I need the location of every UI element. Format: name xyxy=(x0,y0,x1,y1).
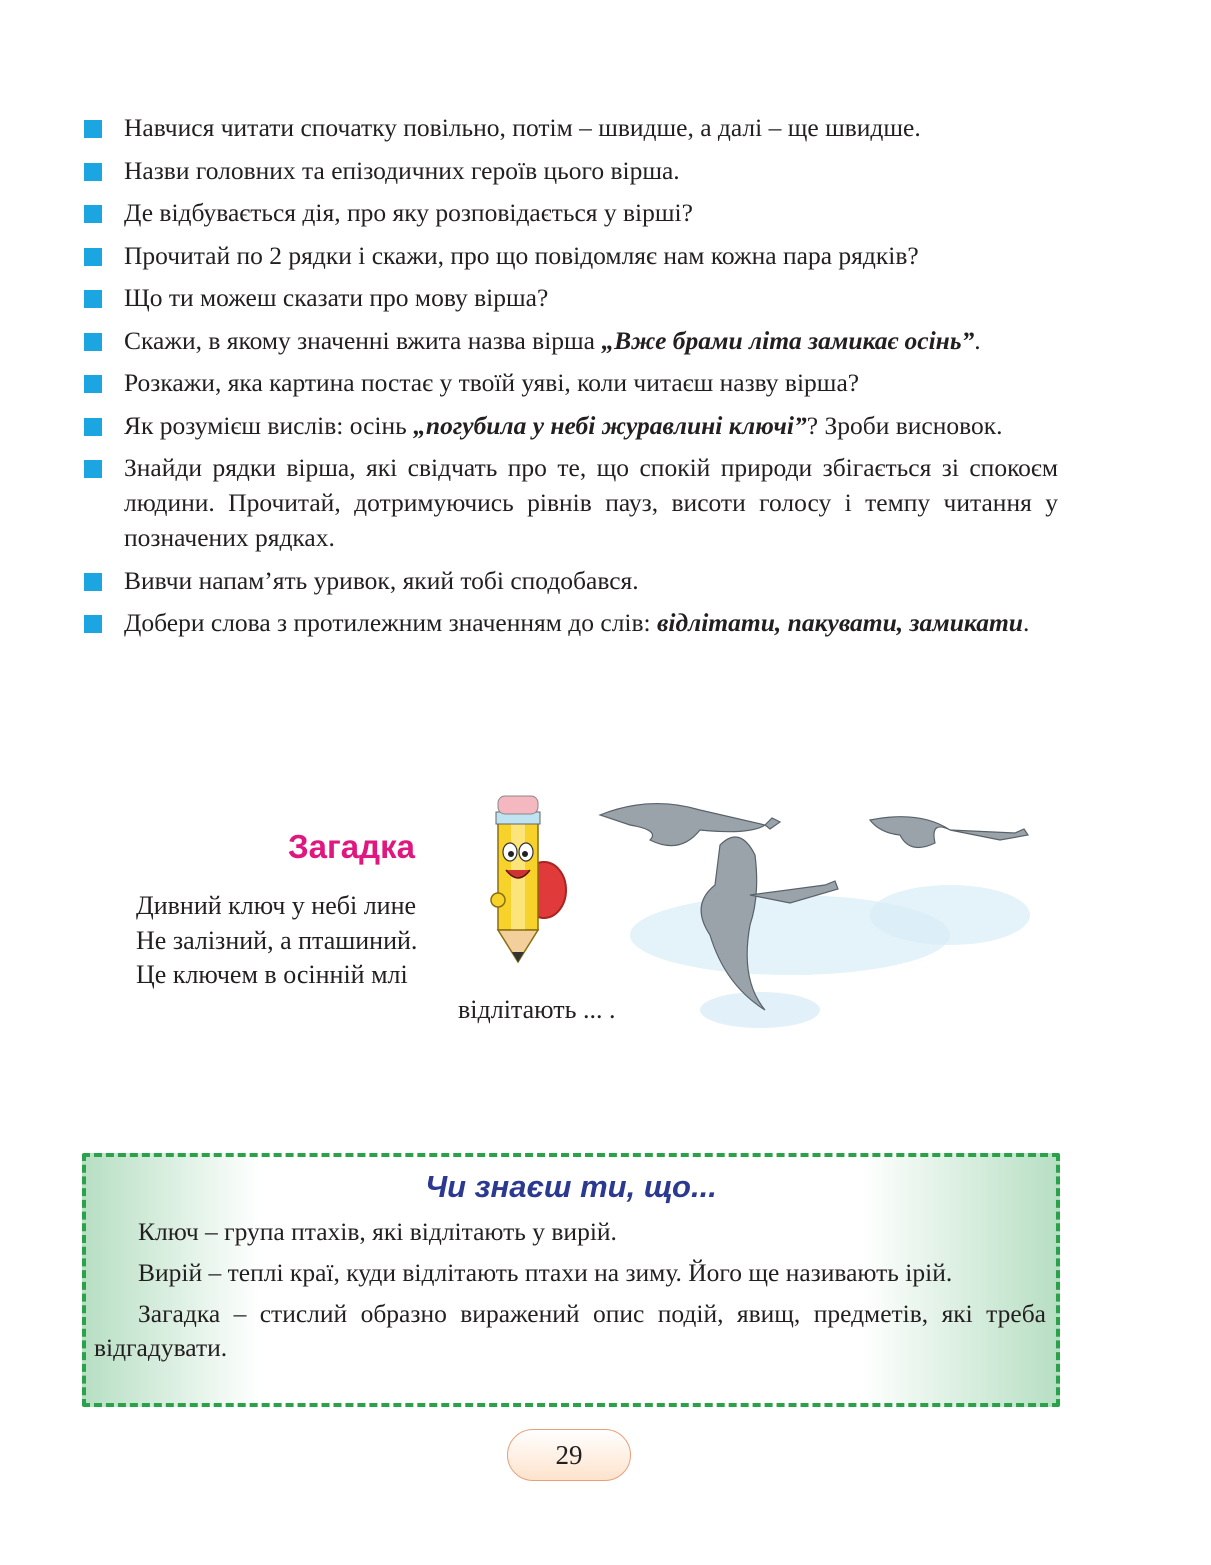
square-bullet-icon xyxy=(84,248,102,266)
riddle-title: Загадка xyxy=(288,828,415,865)
square-bullet-icon xyxy=(84,418,102,436)
riddle-line: Не залізний, а пташиний. xyxy=(136,926,418,955)
square-bullet-icon xyxy=(84,120,102,138)
flying-geese-illustration xyxy=(590,785,1050,1035)
info-paragraph: Загадка – стислий образно виражений опис подій, явищ, предметів, які треба відгадувати. xyxy=(94,1299,1046,1362)
emphasis-text: „Вже брами літа замикає осінь” xyxy=(601,325,975,355)
pencil-mascot-illustration xyxy=(478,790,578,970)
page-number: 29 xyxy=(507,1429,631,1481)
task-item: Скажи, в якому значенні вжита назва вірша „Вже брами літа замикає осінь”. xyxy=(82,323,1058,358)
task-item: Добери слова з протилежним значенням до слів: відлітати, пакувати, замикати. xyxy=(82,605,1058,640)
square-bullet-icon xyxy=(84,615,102,633)
info-title: Чи знаєш ти, що... xyxy=(425,1169,717,1204)
task-item: Прочитай по 2 рядки і скажи, про що повідомляє нам кожна пара рядків? xyxy=(82,238,1058,273)
task-list xyxy=(82,110,1058,648)
riddle-line: Це ключем в осінній млі xyxy=(136,960,408,989)
task-item: Як розумієш вислів: осінь „погубила у небі журавлині ключі”? Зроби висновок. xyxy=(82,408,1058,443)
task-item: Навчися читати спочатку повільно, потім – швидше, а далі – ще швидше. xyxy=(82,110,1058,145)
riddle-line: Дивний ключ у небі лине xyxy=(136,891,417,920)
task-item: Вивчи напам’ять уривок, який тобі сподобався. xyxy=(82,563,1058,598)
info-paragraph: Вирій – теплі краї, куди відлітають птахи на зиму. Його ще називають ірій. xyxy=(138,1258,953,1287)
square-bullet-icon xyxy=(84,163,102,181)
task-item: Що ти можеш сказати про мову вірша? xyxy=(82,280,1058,315)
did-you-know-box xyxy=(82,1153,1060,1407)
info-paragraph: Ключ – група птахів, які відлітають у вирій. xyxy=(138,1217,617,1246)
emphasis-text: „погубила у небі журавлині ключі” xyxy=(413,410,807,440)
emphasis-text: відлітати, пакувати, замикати xyxy=(657,608,1023,637)
riddle-ending: відлітають ... . xyxy=(458,995,616,1024)
task-item: Розкажи, яка картина постає у твоїй уяві, коли читаєш назву вірша? xyxy=(82,365,1058,400)
square-bullet-icon xyxy=(84,205,102,223)
task-item: Де відбувається дія, про яку розповідається у вірші? xyxy=(82,195,1058,230)
square-bullet-icon xyxy=(84,460,102,478)
square-bullet-icon xyxy=(84,290,102,308)
task-item: Знайди рядки вірша, які свідчать про те, що спокій природи збігається зі спокоєм людини. Прочитай, дотримуючись рівнів пауз, висоти голосу і темпу читання у позначених рядках. xyxy=(82,450,1058,555)
square-bullet-icon xyxy=(84,333,102,351)
square-bullet-icon xyxy=(84,573,102,591)
square-bullet-icon xyxy=(84,375,102,393)
task-item: Назви головних та епізодичних героїв цього вірша. xyxy=(82,153,1058,188)
